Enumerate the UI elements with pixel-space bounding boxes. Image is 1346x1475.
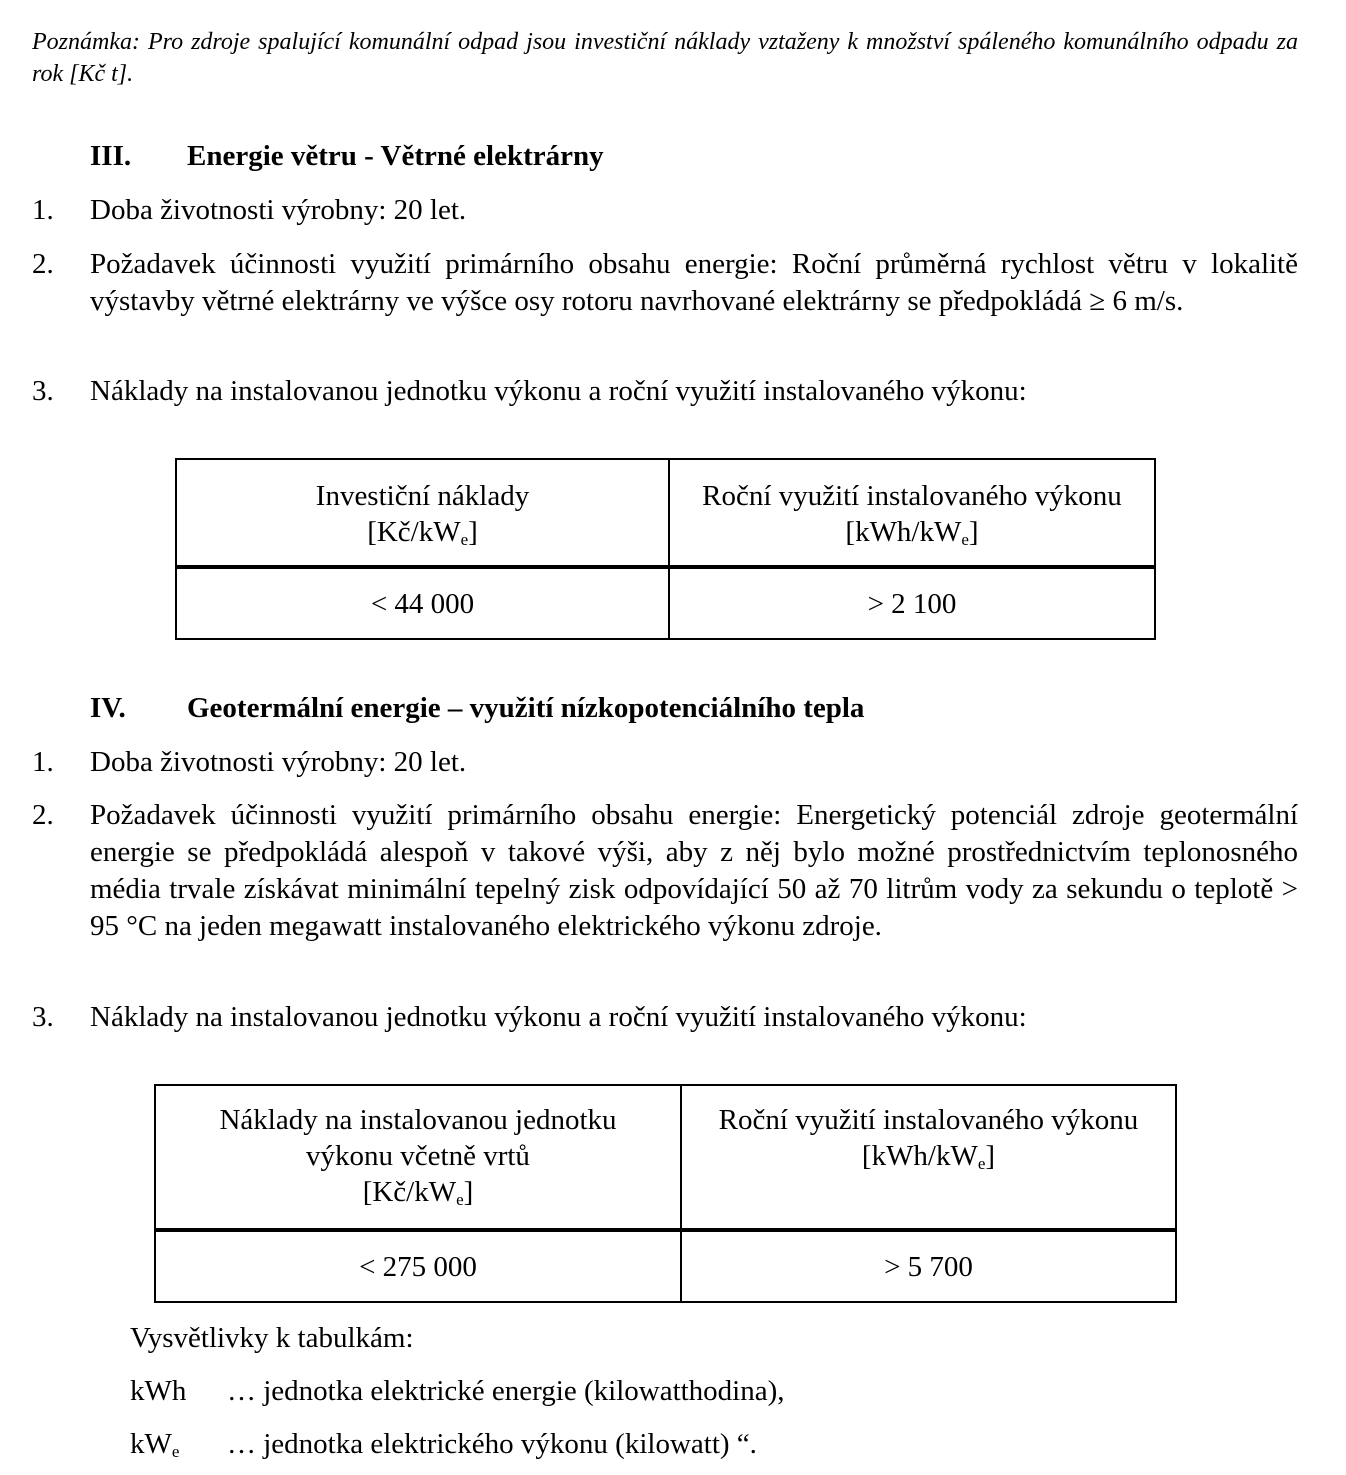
header-line: Investiční náklady (315, 480, 530, 512)
table-cell-costs-value: < 275 000 (155, 1230, 681, 1302)
item-number: 2. (32, 248, 54, 280)
item-number: 2. (32, 799, 54, 831)
table-header-costs (155, 1085, 681, 1230)
explanation-text: … jednotka elektrické energie (kilowatthodina), (227, 1375, 785, 1407)
explanation-abbr (130, 1428, 227, 1461)
item-text: Náklady na instalovanou jednotku výkonu a roční využití instalovaného výkonu: (90, 1001, 1027, 1033)
explanation-abbr (130, 1375, 227, 1408)
item-text: Doba životnosti výrobny: 20 let. (90, 746, 467, 778)
header-unit: [kWh/kW (861, 1140, 978, 1172)
unit-close: ] (463, 1176, 474, 1208)
section-3-title: Energie větru - Větrné elektrárny (187, 140, 604, 172)
abbr-text: kW (130, 1428, 172, 1460)
header-unit: [kWh/kW (845, 516, 962, 548)
abbr-subscript: e (171, 1442, 180, 1461)
unit-close: ] (468, 516, 478, 548)
section-3-item-3 (32, 373, 1298, 410)
table-header-investment (176, 459, 669, 567)
item-text: Požadavek účinnosti využití primárního obsahu energie: Energetický potenciál zdroje geotermální energie se předpokládá alespoň v takové výši, aby z něj bylo možné prostřednictvím teplonosného média trvale získávat minimální tepelný zisk odpovídající 50 až 70 litrům vody za sekundu o teplotě > 95 °C na jeden megawatt instalovaného elektrického výkonu zdroje. (90, 799, 1298, 942)
section-3-number: III. (90, 140, 132, 172)
explanation-row-kwh (130, 1375, 785, 1408)
unit-close: ] (985, 1140, 996, 1172)
table-cell-investment-value: < 44 000 (176, 567, 669, 639)
abbr-text: kWh (130, 1375, 187, 1407)
unit-subscript: e (460, 530, 469, 549)
item-number: 1. (32, 746, 54, 778)
section-4-item-3 (32, 999, 1298, 1036)
header-line: výkonu včetně vrtů (306, 1140, 530, 1172)
header-line: Roční využití instalovaného výkonu (702, 480, 1122, 512)
section-4-number: IV. (90, 692, 126, 724)
table-header-annual-use (669, 459, 1155, 567)
wind-cost-table (175, 458, 1156, 640)
geothermal-cost-table (154, 1084, 1177, 1303)
header-unit: [Kč/kW (367, 516, 461, 548)
section-4-item-1 (32, 744, 1298, 781)
unit-subscript: e (456, 1190, 464, 1209)
item-text: Doba životnosti výrobny: 20 let. (90, 194, 467, 226)
item-number: 3. (32, 375, 54, 407)
section-4-heading (90, 692, 864, 725)
header-line: Roční využití instalovaného výkonu (718, 1104, 1139, 1136)
explanation-text: … jednotka elektrického výkonu (kilowatt) “. (227, 1428, 757, 1460)
section-3-heading (90, 140, 604, 173)
item-number: 1. (32, 194, 54, 226)
header-unit: [Kč/kW (362, 1176, 457, 1208)
explanation-row-kwe (130, 1428, 757, 1461)
table-header-annual-use (681, 1085, 1176, 1230)
note-paragraph: Poznámka: Pro zdroje spalující komunální odpad jsou investiční náklady vztaženy k množství spáleného komunálního odpadu za rok [Kč t]. (32, 29, 1298, 87)
header-line: Náklady na instalovanou jednotku (219, 1104, 617, 1136)
item-text: Náklady na instalovanou jednotku výkonu a roční využití instalovaného výkonu: (90, 375, 1027, 407)
unit-subscript: e (977, 1154, 986, 1173)
section-4-title: Geotermální energie – využití nízkopotenciálního tepla (187, 692, 865, 724)
section-3-item-2 (32, 246, 1298, 320)
unit-close: ] (968, 516, 979, 548)
section-3-item-1 (32, 192, 1298, 229)
item-text: Požadavek účinnosti využití primárního obsahu energie: Roční průměrná rychlost větru v lokalitě výstavby větrné elektrárny ve výšce osy rotoru navrhované elektrárny se předpokládá ≥ 6 m/s. (90, 248, 1298, 317)
table-cell-annual-use-value: > 5 700 (681, 1230, 1176, 1302)
item-number: 3. (32, 1001, 54, 1033)
unit-subscript: e (961, 530, 969, 549)
section-4-item-2 (32, 797, 1298, 945)
explanations-title: Vysvětlivky k tabulkám: (130, 1322, 414, 1354)
table-cell-annual-use-value: > 2 100 (669, 567, 1155, 639)
